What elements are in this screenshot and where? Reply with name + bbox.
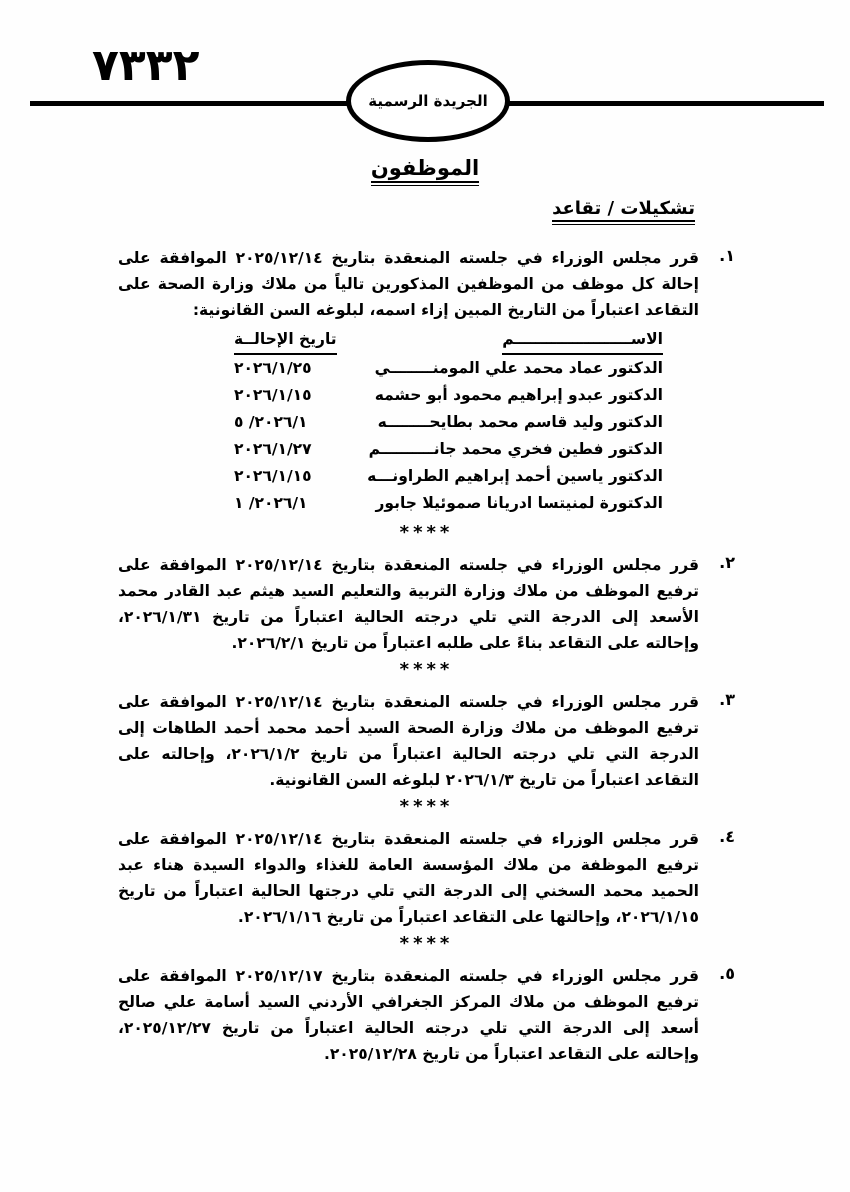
stars-separator: **** [399,659,454,680]
decision-number: ١. [719,246,735,265]
gazette-oval-badge [346,60,510,142]
decision-number: ٢. [719,553,735,572]
decision-item-2 [118,552,735,656]
decisions-list [118,245,735,1067]
table-header-row [234,326,663,355]
decision-text: قرر مجلس الوزراء في جلسته المنعقدة بتاريخ ٢٠٢٥/١٢/١٤ الموافقة على ترفيع الموظف من ملاك وزارة التربية والتعليم السيد هيثم عبد القادر محمد الأسعد إلى الدرجة التي تلي درجته الحالية اعتباراً من تاريخ ٢٠٢٦/١/٣١، وإحالته على التقاعد بناءً على طلبه اعتباراً من تاريخ ٢٠٢٦/٢/١. [118,556,700,652]
page-title: الموظفون [371,156,479,183]
employee-name: الدكتور عماد محمد علي المومنــــــــي [374,359,663,377]
section-subtitle: تشكيلات / تقاعد [552,198,695,222]
referral-date: ٢٠٢٦/١/١٥ [234,467,312,485]
table-row [234,463,663,490]
section-title-row [0,156,850,186]
page-header [0,0,850,148]
date-column-header: تاريخ الإحالــة [234,326,364,355]
employee-name: الدكتورة لمنيتسا ادريانا صموئيلا جابور [375,494,663,512]
referral-date: ٢٠٢٦/١/٢٧ [234,440,312,458]
decision-text: قرر مجلس الوزراء في جلسته المنعقدة بتاريخ ٢٠٢٥/١٢/١٤ الموافقة على ترفيع الموظفة من ملاك المؤسسة العامة للغذاء والدواء السيدة هناء عبد الحميد محمد السخني إلى الدرجة التي تلي درجتها الحالية اعتباراً من تاريخ ٢٠٢٦/١/١٥، وإحالتها على التقاعد اعتباراً من تاريخ ٢٠٢٦/١/١٦. [118,830,700,926]
section-subtitle-row [0,198,695,225]
referral-date: ٢٠٢٦/١/ ١ [234,494,308,512]
decision-number: ٣. [719,690,735,709]
employee-name: الدكتور فطين فخري محمد جانــــــــــم [368,440,663,458]
employee-name: الدكتور عبدو إبراهيم محمود أبو حشمه [374,386,663,404]
table-row [234,382,663,409]
table-row [234,355,663,382]
decision-item-4 [118,826,735,930]
decision-item-5 [118,963,735,1067]
referral-date: ٢٠٢٦/١/٢٥ [234,359,312,377]
employee-name: الدكتور ياسين أحمد إبراهيم الطراونـــه [367,467,663,485]
name-column-header: الاســــــــــــــــــــــم [364,326,663,355]
decision-text: قرر مجلس الوزراء في جلسته المنعقدة بتاريخ ٢٠٢٥/١٢/١٤ الموافقة على ترفيع الموظف من ملاك وزارة الصحة السيد أحمد محمد أحمد الطاهات إلى الدرجة التي تلي درجته الحالية اعتباراً من تاريخ ٢٠٢٦/١/٢، وإحالته على التقاعد اعتباراً من تاريخ ٢٠٢٦/١/٣ لبلوغه السن القانونية. [118,693,700,789]
referral-date: ٢٠٢٦/١/١٥ [234,386,312,404]
page-number: ٧٣٣٢ [92,40,200,91]
employee-name: الدكتور وليد قاسم محمد بطايحــــــــه [377,413,663,431]
decision-number: ٤. [719,827,735,846]
decision-text: قرر مجلس الوزراء في جلسته المنعقدة بتاريخ ٢٠٢٥/١٢/١٤ الموافقة على إحالة كل موظف من الموظفين المذكورين تالياً من ملاك وزارة الصحة على التقاعد اعتباراً من التاريخ المبين إزاء اسمه، لبلوغه السن القانونية: [118,249,700,319]
retirement-table [118,326,663,517]
decision-item-3 [118,689,735,793]
stars-separator: **** [399,522,454,543]
decision-text: قرر مجلس الوزراء في جلسته المنعقدة بتاريخ ٢٠٢٥/١٢/١٧ الموافقة على ترفيع الموظف من ملاك المركز الجغرافي الأردني السيد أسامة علي صالح أسعد إلى الدرجة التي تلي درجته الحالية اعتباراً من تاريخ ٢٠٢٥/١٢/٢٧، وإحالته على التقاعد اعتباراً من تاريخ ٢٠٢٥/١٢/٢٨. [118,967,700,1063]
table-row [234,490,663,517]
stars-separator: **** [399,933,454,954]
stars-separator: **** [399,796,454,817]
decision-number: ٥. [719,964,735,983]
table-row [234,409,663,436]
referral-date: ٢٠٢٦/١/ ٥ [234,413,308,431]
decision-item-1 [118,245,735,519]
gazette-name: الجريدة الرسمية [368,92,488,110]
table-row [234,436,663,463]
